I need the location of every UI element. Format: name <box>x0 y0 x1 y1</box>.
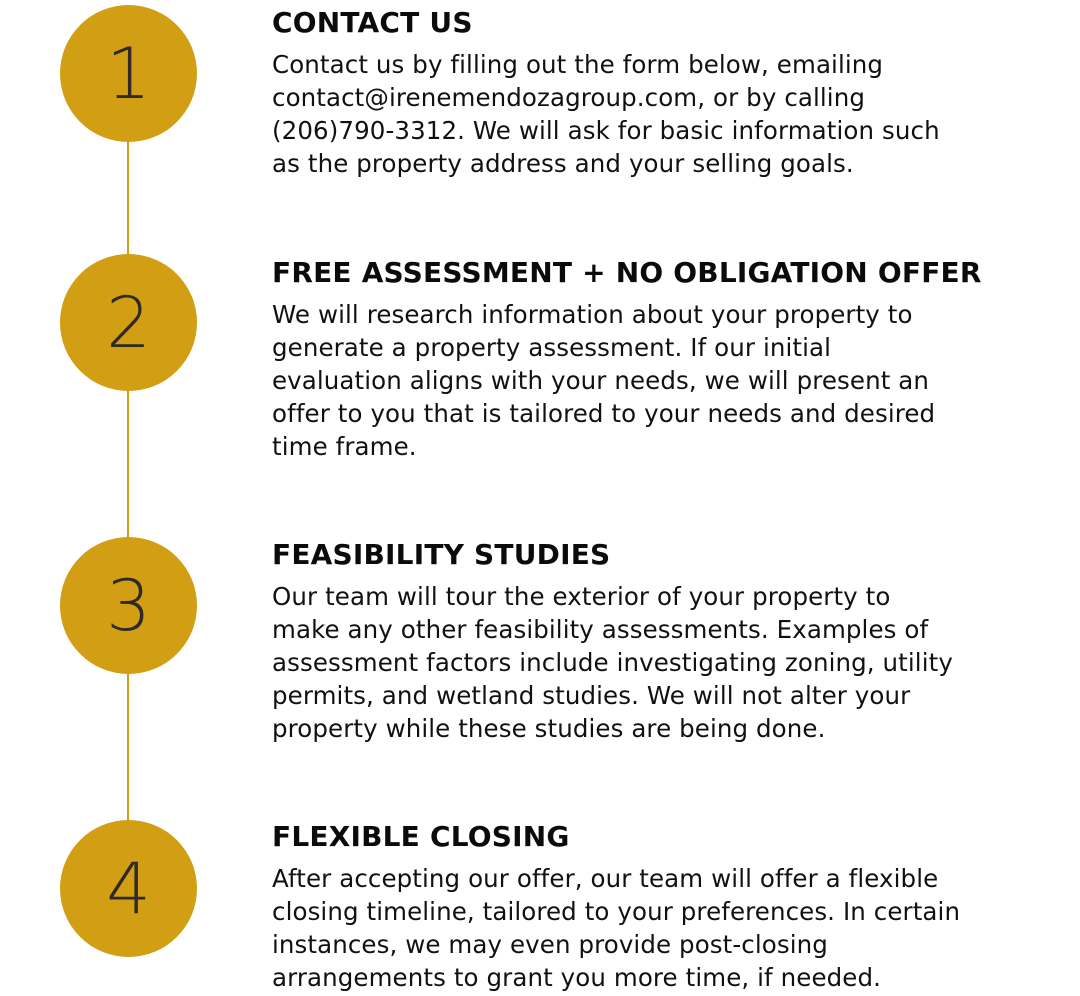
step-title: FEASIBILITY STUDIES <box>272 538 611 571</box>
step-number: 1 <box>106 32 151 115</box>
step-description <box>272 580 1032 745</box>
text-line: closing timeline, tailored to your preferences. In certain <box>272 897 961 926</box>
text-line: make any other feasibility assessments. Examples of <box>272 615 929 644</box>
text-line: property while these studies are being done. <box>272 714 826 743</box>
text-line: (206)790-3312. We will ask for basic information such <box>272 116 940 145</box>
step-free-assessment <box>272 256 1032 463</box>
text-line: offer to you that is tailored to your needs and desired <box>272 399 936 428</box>
text-line: permits, and wetland studies. We will not alter your <box>272 681 911 710</box>
text-line: instances, we may even provide post-closing <box>272 930 828 959</box>
timeline-connector <box>127 670 129 822</box>
text-line: time frame. <box>272 432 417 461</box>
step-description <box>272 298 1032 463</box>
text-line: assessment factors include investigating zoning, utility <box>272 648 953 677</box>
step-feasibility-studies <box>272 538 1032 745</box>
step-number-badge <box>60 5 197 142</box>
text-line: evaluation aligns with your needs, we will present an <box>272 366 930 395</box>
text-line: We will research information about your property to <box>272 300 913 329</box>
step-number: 2 <box>106 281 151 364</box>
text-line: Our team will tour the exterior of your property to <box>272 582 891 611</box>
step-title: CONTACT US <box>272 6 473 39</box>
step-contact-us <box>272 6 1032 180</box>
step-description <box>272 862 1032 994</box>
step-title: FREE ASSESSMENT + NO OBLIGATION OFFER <box>272 256 982 289</box>
text-line: After accepting our offer, our team will offer a flexible <box>272 864 939 893</box>
step-title: FLEXIBLE CLOSING <box>272 820 570 853</box>
text-line: arrangements to grant you more time, if needed. <box>272 963 882 992</box>
text-line: generate a property assessment. If our initial <box>272 333 832 362</box>
text-line: as the property address and your selling goals. <box>272 149 854 178</box>
step-number-badge <box>60 254 197 391</box>
timeline-connector <box>127 140 129 260</box>
step-number-badge <box>60 537 197 674</box>
step-flexible-closing <box>272 820 1032 994</box>
step-number: 3 <box>106 564 151 647</box>
step-number-badge <box>60 820 197 957</box>
text-line: Contact us by filling out the form below, emailing <box>272 50 884 79</box>
step-description <box>272 48 1032 180</box>
email-link[interactable]: contact@irenemendozagroup.com, or by calling <box>272 83 865 112</box>
timeline-connector <box>127 388 129 540</box>
step-number: 4 <box>106 847 151 930</box>
